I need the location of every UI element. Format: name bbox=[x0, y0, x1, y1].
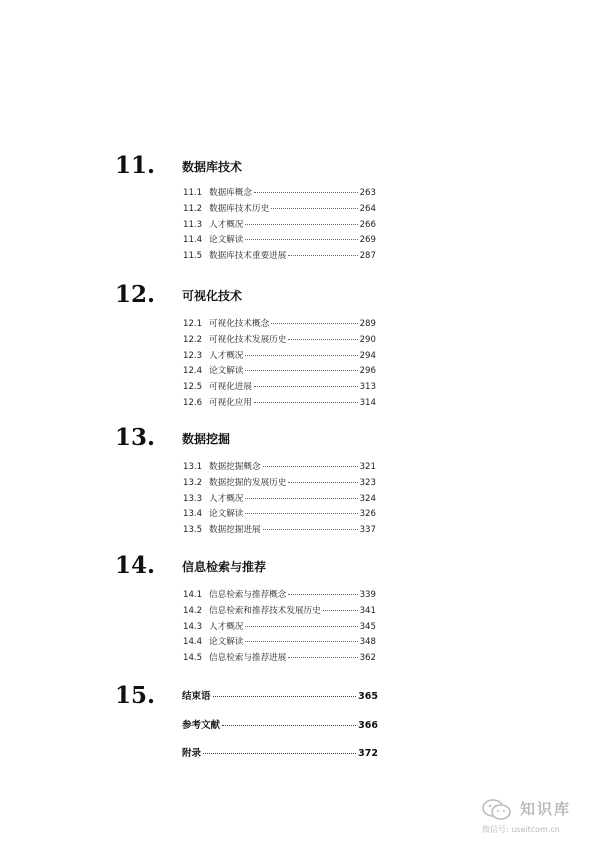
chapter-14 bbox=[115, 554, 385, 667]
toc-entry[interactable] bbox=[183, 460, 376, 476]
toc-entry-page: 362 bbox=[359, 653, 376, 664]
toc-entry-number: 14.4 bbox=[183, 637, 203, 648]
toc-leader bbox=[222, 725, 356, 726]
toc-entry-title: 可视化技术概念 bbox=[209, 319, 270, 329]
toc-entry-title: 数据挖掘进展 bbox=[209, 525, 261, 536]
toc-entry[interactable] bbox=[183, 186, 376, 202]
toc-entry-conclusion[interactable] bbox=[182, 688, 378, 717]
toc-entry-page: 321 bbox=[359, 462, 376, 472]
chapter-title: 信息检索与推荐 bbox=[182, 560, 267, 574]
toc-entry[interactable] bbox=[183, 651, 376, 667]
toc-entry-number: 12.3 bbox=[183, 350, 203, 361]
toc-entry-page: 314 bbox=[359, 397, 376, 408]
chapter-title: 可视化技术 bbox=[182, 289, 243, 303]
toc-entry-title: 可视化应用 bbox=[209, 397, 252, 408]
toc-entry-number: 14.3 bbox=[183, 621, 203, 632]
toc-entry[interactable] bbox=[183, 364, 376, 380]
toc-leader bbox=[254, 402, 358, 403]
toc-entry-number: 13.4 bbox=[183, 509, 203, 520]
toc-entry-page: 339 bbox=[359, 590, 376, 600]
toc-leader bbox=[288, 255, 357, 256]
toc-entry-title: 附录 bbox=[182, 748, 202, 759]
toc-entry-number: 14.2 bbox=[183, 605, 203, 616]
toc-entry-title: 数据挖掘的发展历史 bbox=[209, 477, 287, 488]
toc-leader bbox=[271, 323, 357, 324]
toc-entry-page: 345 bbox=[359, 621, 376, 632]
chapter-number: 14. bbox=[115, 552, 156, 579]
toc-entry[interactable] bbox=[183, 233, 376, 249]
chapter-number: 15. bbox=[115, 682, 156, 709]
toc-entry[interactable] bbox=[183, 476, 376, 492]
toc-entry-number: 12.4 bbox=[183, 366, 203, 377]
toc-leader bbox=[323, 610, 358, 611]
toc-entry[interactable] bbox=[183, 523, 376, 539]
toc-entry[interactable] bbox=[183, 349, 376, 365]
toc-entry-number: 11.3 bbox=[183, 219, 203, 230]
toc-entry-title: 结束语 bbox=[182, 691, 211, 702]
toc-entry[interactable] bbox=[183, 604, 376, 620]
toc-entry-page: 341 bbox=[359, 605, 376, 616]
toc-entry-number: 12.2 bbox=[183, 334, 203, 345]
toc-entry-page: 337 bbox=[359, 525, 376, 536]
toc-entry-page: 287 bbox=[359, 251, 376, 262]
toc-leader bbox=[245, 513, 357, 514]
toc-leader bbox=[263, 529, 358, 530]
toc-list bbox=[183, 317, 376, 412]
chapter-header bbox=[115, 426, 385, 456]
toc-entry-number: 12.6 bbox=[183, 397, 203, 408]
toc-entry-number: 14.1 bbox=[183, 590, 203, 600]
toc-leader bbox=[203, 753, 356, 754]
toc-entry-page: 290 bbox=[359, 334, 376, 345]
toc-entry-number: 14.5 bbox=[183, 653, 203, 664]
chapter-13 bbox=[115, 426, 385, 539]
chapter-header bbox=[115, 154, 385, 184]
toc-entry-page: 289 bbox=[359, 319, 376, 329]
toc-entry[interactable] bbox=[183, 380, 376, 396]
toc-entry-page: 296 bbox=[359, 366, 376, 377]
toc-entry-number: 12.1 bbox=[183, 319, 203, 329]
toc-leader bbox=[288, 594, 357, 595]
toc-entry-page: 294 bbox=[359, 350, 376, 361]
toc-entry-title: 人才概况 bbox=[209, 621, 244, 632]
toc-leader bbox=[245, 641, 357, 642]
toc-entry-title: 信息检索和推荐技术发展历史 bbox=[209, 605, 321, 616]
watermark-name: 知识库 bbox=[520, 800, 572, 818]
toc-entry-title: 可视化进展 bbox=[209, 382, 252, 393]
chapter-number: 13. bbox=[115, 424, 156, 451]
watermark-wechat-id: 微信号: useitcom.cn bbox=[482, 825, 560, 834]
toc-leader bbox=[254, 192, 358, 193]
toc-entry-number: 13.1 bbox=[183, 462, 203, 472]
chapter-header bbox=[115, 283, 385, 313]
toc-entry-title: 人才概况 bbox=[209, 493, 244, 504]
toc-entry-title: 论文解读 bbox=[209, 235, 244, 246]
toc-entry-title: 信息检索与推荐概念 bbox=[209, 590, 287, 600]
toc-entry-number: 11.5 bbox=[183, 251, 203, 262]
toc-entry-title: 可视化技术发展历史 bbox=[209, 334, 287, 345]
toc-entry[interactable] bbox=[183, 620, 376, 636]
toc-entry-appendix[interactable] bbox=[182, 745, 378, 774]
toc-entry[interactable] bbox=[183, 396, 376, 412]
toc-leader bbox=[245, 498, 357, 499]
toc-list bbox=[183, 186, 376, 265]
toc-entry-page: 348 bbox=[359, 637, 376, 648]
toc-entry-number: 13.5 bbox=[183, 525, 203, 536]
toc-entry-number: 13.2 bbox=[183, 477, 203, 488]
toc-list bbox=[183, 460, 376, 539]
toc-entry[interactable] bbox=[183, 507, 376, 523]
toc-entry-page: 323 bbox=[359, 477, 376, 488]
toc-entry-references[interactable] bbox=[182, 717, 378, 746]
end-matter-list bbox=[182, 688, 378, 774]
toc-leader bbox=[263, 466, 358, 467]
chapter-12 bbox=[115, 283, 385, 412]
toc-entry-page: 264 bbox=[359, 203, 376, 214]
toc-entry-page: 263 bbox=[359, 188, 376, 198]
toc-leader bbox=[245, 355, 357, 356]
toc-entry-title: 数据库技术历史 bbox=[209, 203, 270, 214]
toc-entry-title: 数据库概念 bbox=[209, 188, 252, 198]
toc-entry-number: 13.3 bbox=[183, 493, 203, 504]
toc-entry-title: 人才概况 bbox=[209, 350, 244, 361]
toc-leader bbox=[254, 386, 358, 387]
toc-entry[interactable] bbox=[183, 249, 376, 265]
toc-entry-page: 324 bbox=[359, 493, 376, 504]
toc-entry-title: 数据挖掘概念 bbox=[209, 462, 261, 472]
toc-entry[interactable] bbox=[183, 588, 376, 604]
wechat-icon bbox=[482, 798, 512, 822]
toc-entry[interactable] bbox=[183, 317, 376, 333]
toc-entry[interactable] bbox=[183, 333, 376, 349]
toc-entry-number: 12.5 bbox=[183, 382, 203, 393]
chapter-15 bbox=[115, 684, 385, 774]
toc-leader bbox=[245, 239, 357, 240]
toc-entry-title: 人才概况 bbox=[209, 219, 244, 230]
toc-entry-title: 论文解读 bbox=[209, 366, 244, 377]
watermark bbox=[482, 796, 592, 838]
toc-entry-title: 论文解读 bbox=[209, 509, 244, 520]
toc-leader bbox=[271, 208, 357, 209]
toc-entry-page: 372 bbox=[358, 748, 378, 759]
toc-leader bbox=[213, 696, 357, 697]
toc-entry[interactable] bbox=[183, 635, 376, 651]
toc-entry-number: 11.4 bbox=[183, 235, 203, 246]
toc-entry-page: 313 bbox=[359, 382, 376, 393]
toc-entry[interactable] bbox=[183, 492, 376, 508]
toc-leader bbox=[245, 370, 357, 371]
chapter-number: 11. bbox=[115, 152, 156, 179]
toc-entry-title: 参考文献 bbox=[182, 719, 221, 731]
toc-leader bbox=[288, 482, 357, 483]
toc-entry-number: 11.1 bbox=[183, 188, 203, 198]
chapter-11 bbox=[115, 154, 385, 265]
chapter-header bbox=[115, 554, 385, 584]
toc-list bbox=[183, 588, 376, 667]
toc-entry-page: 365 bbox=[358, 691, 378, 702]
toc-leader bbox=[245, 224, 357, 225]
toc-entry-page: 269 bbox=[359, 235, 376, 246]
toc-entry[interactable] bbox=[183, 202, 376, 218]
toc-entry-page: 266 bbox=[359, 219, 376, 230]
toc-entry-title: 信息检索与推荐进展 bbox=[209, 653, 287, 664]
toc-entry-title: 论文解读 bbox=[209, 637, 244, 648]
chapter-title: 数据挖掘 bbox=[182, 432, 231, 446]
toc-leader bbox=[245, 626, 357, 627]
toc-leader bbox=[288, 339, 357, 340]
toc-entry[interactable] bbox=[183, 218, 376, 234]
toc-entry-page: 366 bbox=[358, 719, 378, 731]
toc-entry-title: 数据库技术重要进展 bbox=[209, 251, 287, 262]
toc-entry-number: 11.2 bbox=[183, 203, 203, 214]
toc-entry-page: 326 bbox=[359, 509, 376, 520]
chapter-number: 12. bbox=[115, 281, 156, 308]
chapter-title: 数据库技术 bbox=[182, 160, 243, 174]
toc-leader bbox=[288, 657, 357, 658]
